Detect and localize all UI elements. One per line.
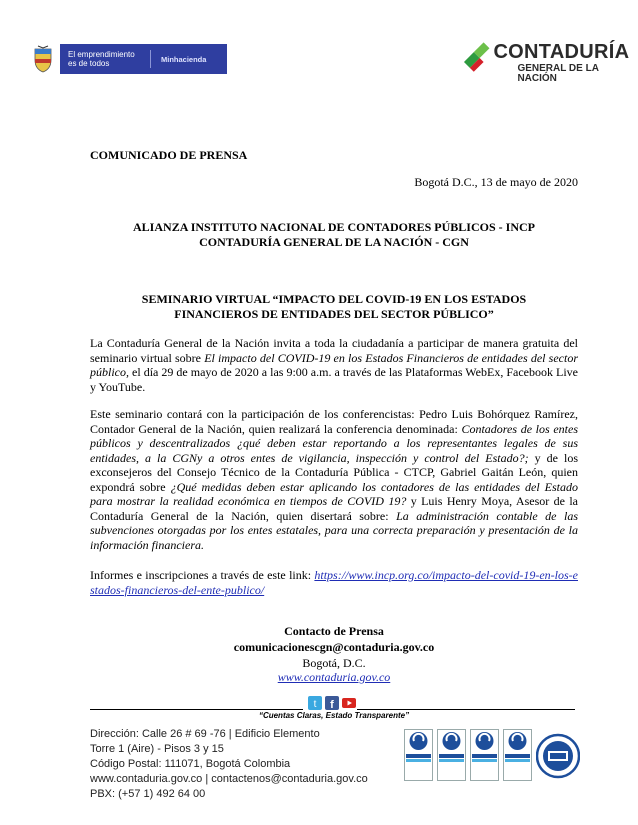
svg-text:t: t: [313, 699, 317, 710]
gov-slogan-line1: El emprendimiento: [68, 50, 135, 59]
gobierno-logo: [32, 44, 227, 74]
certification-logos: [404, 729, 580, 781]
cert-ohsas18001-icon: [503, 729, 532, 781]
contact-web: [90, 670, 578, 685]
gov-slogan-line2: es de todos: [68, 59, 110, 68]
footer-address-block: [90, 727, 368, 802]
cgn-subtitle: GENERAL DE LA NACIÓN: [517, 63, 599, 84]
date-line: Bogotá D.C., 13 de mayo de 2020: [414, 175, 578, 189]
cert-iso14001-icon: [470, 729, 499, 781]
colombia-shield-icon: [32, 45, 54, 73]
contact-email[interactable]: comunicacionescgn@contaduria.gov.co: [233, 640, 435, 654]
footer-web-line[interactable]: www.contaduria.gov.co | contactenos@contaduria.gov.co: [90, 773, 368, 785]
p1-event-title: El impacto del COVID-19 en los Estados Financieros de entidades del sector público,: [90, 350, 579, 379]
footer-pbx: PBX: (+57 1) 492 64 00: [90, 788, 206, 800]
footer-postal: Código Postal: 111071, Bogotá Colombia: [90, 758, 291, 770]
footer-divider-right: [357, 709, 575, 710]
gobierno-banner: [60, 44, 227, 74]
p2-text-c: y de los exconsejeros del Consejo Técnico de la Contaduría Pública - CTCP, Gabriel Gaitán León, quien expondrá sobre: [90, 450, 578, 494]
p1-text-c: el día 29 de mayo de 2020 a las 9:00 a.m. a través de las Plataformas WebEx, Facebook Live y YouTube.: [90, 365, 578, 394]
gov-ministry: Minhacienda: [161, 54, 207, 64]
p2-talk-1: Contadores de los entes públicos y descentralizados ¿qué deben estar reportando a los representantes legales de sus entidades, a la CGNy a otros entes de vigilancia, inspección y control del Estado?;: [90, 421, 579, 465]
cgn-title: CONTADURÍA: [493, 41, 630, 63]
contact-city: Bogotá, D.C.: [302, 656, 366, 670]
paragraph-speakers: [90, 407, 578, 552]
doc-title-line1: ALIANZA INSTITUTO NACIONAL DE CONTADORES PÚBLICOS - INCP: [133, 220, 535, 234]
registration-link[interactable]: https://www.incp.org.co/impacto-del-covid-19-en-los-estados-financieros-del-ente-publico/: [90, 568, 578, 597]
p2-text-a: Este seminario contará con la participación de los conferencistas: Pedro Luis Bohórquez Ramírez, Contador General de la Nación, quien realizará la conferencia denominada:: [90, 407, 578, 436]
doc-subtitle: [90, 292, 578, 321]
doc-subtitle-line2: FINANCIEROS DE ENTIDADES DEL SECTOR PÚBLICO”: [174, 306, 494, 321]
footer-divider-left: [90, 709, 303, 710]
cgn-logo: [462, 42, 638, 84]
cert-iso27001-icon: [437, 729, 466, 781]
youtube-icon[interactable]: [342, 696, 356, 710]
contact-heading: Contacto de Prensa: [284, 624, 384, 638]
gov-slogan: [60, 50, 151, 68]
doc-title-line2: CONTADURÍA GENERAL DE LA NACIÓN - CGN: [199, 234, 469, 249]
contact-web-link[interactable]: www.contaduria.gov.co: [277, 670, 391, 684]
twitter-icon[interactable]: [308, 696, 322, 710]
svg-text:f: f: [330, 699, 334, 710]
press-release-label: COMUNICADO DE PRENSA: [90, 148, 248, 162]
footer-tower: Torre 1 (Aire) - Pisos 3 y 15: [90, 743, 224, 755]
p1-text-a: La Contaduría General de la Nación invita a toda la ciudadanía a participar de manera gratuita del seminario virtual sobre: [90, 336, 578, 365]
p3-text: Informes e inscripciones a través de este link:: [90, 568, 315, 582]
paragraph-registration: [90, 568, 578, 597]
footer-address: Dirección: Calle 26 # 69 -76 | Edificio Elemento: [90, 728, 320, 740]
doc-title: [90, 220, 578, 249]
paragraph-invitation: [90, 336, 578, 394]
footer-slogan: “Cuentas Claras, Estado Transparente”: [258, 711, 410, 720]
p2-talk-2: ¿Qué medidas deben estar aplicando los contadores de las entidades del Estado para mostrar la realidad económica en tiempos de COVID 19?: [90, 479, 579, 508]
social-icons: [308, 696, 356, 710]
doc-subtitle-line1: SEMINARIO VIRTUAL “IMPACTO DEL COVID-19 EN LOS ESTADOS: [141, 292, 527, 306]
cgn-emblem-icon: [462, 42, 491, 76]
cert-iqnet-icon: [536, 731, 580, 781]
cert-iso9001-icon: [404, 729, 433, 781]
p2-talk-3: La administración contable de las subvenciones otorgadas por los entes estatales, para una correcta preparación y presentación de la información financiera.: [90, 508, 578, 552]
p2-text-e: y Luis Henry Moya, Asesor de la Contaduría General de la Nación, quien disertará sobre:: [90, 494, 578, 523]
facebook-icon[interactable]: [325, 696, 339, 710]
